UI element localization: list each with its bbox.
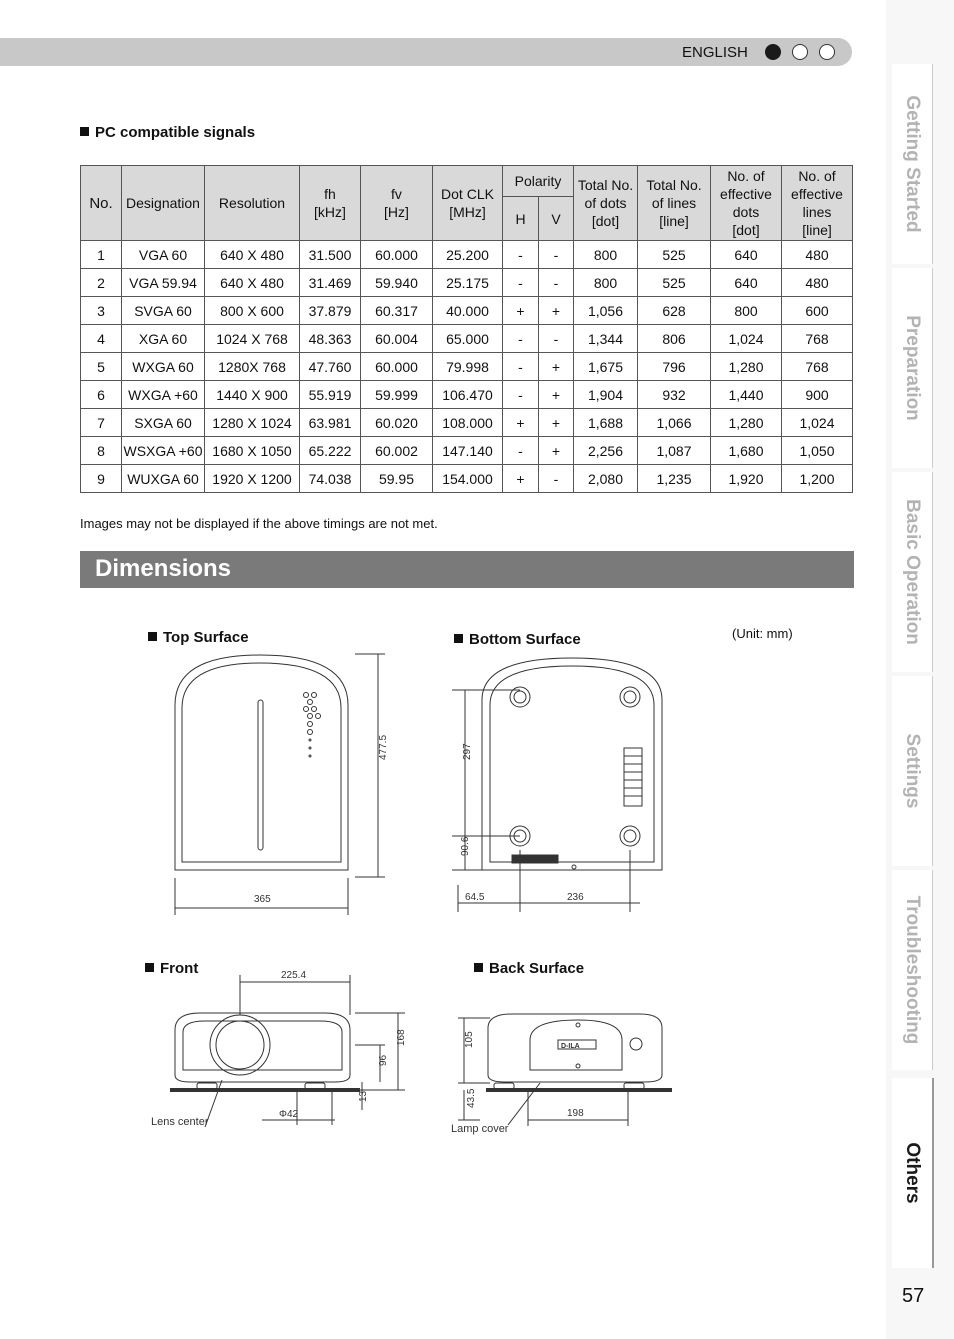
- table-cell: -: [539, 241, 574, 269]
- dila-logo: D-ILA: [561, 1043, 580, 1050]
- tab-getting-started[interactable]: Getting Started: [892, 64, 933, 264]
- table-cell: 3: [81, 297, 122, 325]
- table-cell: 480: [782, 241, 853, 269]
- dim-198: 198: [567, 1108, 584, 1119]
- table-cell: SVGA 60: [122, 297, 205, 325]
- table-cell: 1,344: [574, 325, 638, 353]
- table-cell: 640: [711, 241, 782, 269]
- table-cell: 6: [81, 381, 122, 409]
- table-cell: 31.469: [300, 269, 361, 297]
- table-cell: 106.470: [433, 381, 503, 409]
- bottom-surface-drawing: [452, 658, 662, 912]
- table-cell: 154.000: [433, 465, 503, 493]
- table-cell: -: [503, 269, 539, 297]
- table-cell: 47.760: [300, 353, 361, 381]
- table-cell: 1,024: [711, 325, 782, 353]
- table-cell: 1,050: [782, 437, 853, 465]
- table-cell: -: [503, 437, 539, 465]
- table-cell: +: [503, 297, 539, 325]
- table-cell: WXGA 60: [122, 353, 205, 381]
- table-cell: 768: [782, 325, 853, 353]
- tab-basic-operation[interactable]: Basic Operation: [892, 472, 933, 672]
- col-header-designation: Designation: [122, 166, 205, 241]
- table-cell: -: [539, 269, 574, 297]
- col-header-polarity: Polarity: [503, 166, 574, 197]
- dim-225-4: 225.4: [281, 970, 307, 981]
- dim-13: 13: [358, 1090, 369, 1102]
- tab-troubleshooting[interactable]: Troubleshooting: [892, 870, 933, 1070]
- table-cell: 60.020: [361, 409, 433, 437]
- col-header-total-lines: Total No. of lines [line]: [638, 166, 711, 241]
- table-cell: +: [539, 437, 574, 465]
- table-cell: 800 X 600: [205, 297, 300, 325]
- lens-center-label: Lens center: [151, 1116, 209, 1128]
- table-cell: 31.500: [300, 241, 361, 269]
- page-number: 57: [902, 1285, 925, 1307]
- top-surface-drawing: [175, 654, 385, 915]
- col-header-effective-lines: No. of effective lines [line]: [782, 166, 853, 241]
- table-cell: 25.200: [433, 241, 503, 269]
- dim-43-5: 43.5: [466, 1088, 477, 1108]
- table-cell: 1,200: [782, 465, 853, 493]
- timing-note: Images may not be displayed if the above timings are not met.: [80, 516, 438, 531]
- table-cell: 1,066: [638, 409, 711, 437]
- table-cell: 628: [638, 297, 711, 325]
- table-cell: 59.999: [361, 381, 433, 409]
- tab-others[interactable]: Others: [892, 1078, 934, 1268]
- table-cell: +: [503, 465, 539, 493]
- col-header-dotclk: Dot CLK [MHz]: [433, 166, 503, 241]
- front-heading: Front: [145, 960, 198, 977]
- unit-label: (Unit: mm): [732, 626, 793, 641]
- table-cell: 74.038: [300, 465, 361, 493]
- dim-90-6: 90.6: [460, 836, 471, 856]
- table-cell: -: [503, 381, 539, 409]
- table-cell: SXGA 60: [122, 409, 205, 437]
- table-cell: 4: [81, 325, 122, 353]
- dim-64-5: 64.5: [465, 892, 485, 903]
- dim-96: 96: [378, 1054, 389, 1066]
- table-cell: 55.919: [300, 381, 361, 409]
- table-cell: 525: [638, 269, 711, 297]
- front-drawing: [170, 975, 405, 1127]
- col-header-total-dots: Total No. of dots [dot]: [574, 166, 638, 241]
- table-cell: 1920 X 1200: [205, 465, 300, 493]
- col-header-v: V: [539, 197, 574, 241]
- table-cell: -: [539, 465, 574, 493]
- table-cell: -: [503, 353, 539, 381]
- table-cell: 59.940: [361, 269, 433, 297]
- table-cell: 60.004: [361, 325, 433, 353]
- table-cell: WSXGA +60: [122, 437, 205, 465]
- table-cell: 1680 X 1050: [205, 437, 300, 465]
- dim-168: 168: [396, 1029, 407, 1046]
- table-cell: WXGA +60: [122, 381, 205, 409]
- table-cell: 480: [782, 269, 853, 297]
- table-cell: 1,280: [711, 353, 782, 381]
- table-cell: 1: [81, 241, 122, 269]
- top-surface-heading: Top Surface: [148, 629, 249, 646]
- table-cell: +: [503, 409, 539, 437]
- dim-297: 297: [462, 743, 473, 760]
- dim-105: 105: [464, 1031, 475, 1048]
- dimensions-title: Dimensions: [95, 555, 232, 582]
- table-cell: 48.363: [300, 325, 361, 353]
- table-cell: 40.000: [433, 297, 503, 325]
- table-cell: 1,280: [711, 409, 782, 437]
- table-cell: 900: [782, 381, 853, 409]
- table-cell: 1,440: [711, 381, 782, 409]
- table-cell: 2,080: [574, 465, 638, 493]
- table-cell: 1,680: [711, 437, 782, 465]
- col-header-resolution: Resolution: [205, 166, 300, 241]
- table-cell: 65.000: [433, 325, 503, 353]
- table-cell: 1,688: [574, 409, 638, 437]
- dim-236: 236: [567, 892, 584, 903]
- table-cell: 1280X 768: [205, 353, 300, 381]
- table-cell: 1,904: [574, 381, 638, 409]
- table-cell: +: [539, 353, 574, 381]
- col-header-fh: fh [kHz]: [300, 166, 361, 241]
- tab-preparation[interactable]: Preparation: [892, 268, 933, 468]
- table-cell: 1,920: [711, 465, 782, 493]
- table-cell: 60.000: [361, 241, 433, 269]
- table-cell: 768: [782, 353, 853, 381]
- table-cell: -: [539, 325, 574, 353]
- table-cell: 65.222: [300, 437, 361, 465]
- lamp-cover-label: Lamp cover: [451, 1123, 509, 1135]
- language-label: ENGLISH: [682, 44, 748, 61]
- dim-477-5: 477.5: [378, 734, 389, 760]
- table-cell: 2: [81, 269, 122, 297]
- table-cell: 640 X 480: [205, 269, 300, 297]
- table-cell: 2,256: [574, 437, 638, 465]
- table-cell: 1,675: [574, 353, 638, 381]
- table-cell: 1,235: [638, 465, 711, 493]
- table-cell: +: [539, 297, 574, 325]
- table-cell: 600: [782, 297, 853, 325]
- table-cell: VGA 59.94: [122, 269, 205, 297]
- table-cell: 806: [638, 325, 711, 353]
- table-cell: VGA 60: [122, 241, 205, 269]
- table-cell: 60.002: [361, 437, 433, 465]
- tab-settings[interactable]: Settings: [892, 676, 933, 866]
- table-cell: 1280 X 1024: [205, 409, 300, 437]
- table-cell: 60.000: [361, 353, 433, 381]
- table-cell: 640: [711, 269, 782, 297]
- table-cell: 1,056: [574, 297, 638, 325]
- table-cell: 796: [638, 353, 711, 381]
- back-surface-heading: Back Surface: [474, 960, 584, 977]
- table-cell: XGA 60: [122, 325, 205, 353]
- dim-phi-42: Φ42: [279, 1109, 299, 1120]
- table-cell: 932: [638, 381, 711, 409]
- table-cell: 5: [81, 353, 122, 381]
- table-cell: 1,087: [638, 437, 711, 465]
- dim-365: 365: [254, 894, 271, 905]
- col-header-h: H: [503, 197, 539, 241]
- pc-signals-heading: PC compatible signals: [80, 124, 255, 141]
- col-header-no: No.: [81, 166, 122, 241]
- table-cell: 800: [574, 269, 638, 297]
- table-cell: 640 X 480: [205, 241, 300, 269]
- table-cell: 147.140: [433, 437, 503, 465]
- col-header-fv: fv [Hz]: [361, 166, 433, 241]
- table-cell: 108.000: [433, 409, 503, 437]
- bottom-surface-heading: Bottom Surface: [454, 631, 581, 648]
- table-cell: 1024 X 768: [205, 325, 300, 353]
- table-cell: -: [503, 241, 539, 269]
- table-cell: 60.317: [361, 297, 433, 325]
- table-cell: 25.175: [433, 269, 503, 297]
- table-cell: +: [539, 409, 574, 437]
- table-cell: 8: [81, 437, 122, 465]
- table-cell: 79.998: [433, 353, 503, 381]
- table-cell: 9: [81, 465, 122, 493]
- table-cell: 7: [81, 409, 122, 437]
- table-cell: +: [539, 381, 574, 409]
- table-cell: 525: [638, 241, 711, 269]
- table-cell: WUXGA 60: [122, 465, 205, 493]
- table-cell: 63.981: [300, 409, 361, 437]
- col-header-effective-dots: No. of effective dots [dot]: [711, 166, 782, 241]
- table-cell: 800: [574, 241, 638, 269]
- table-cell: 1,024: [782, 409, 853, 437]
- table-cell: 1440 X 900: [205, 381, 300, 409]
- table-cell: -: [503, 325, 539, 353]
- table-cell: 59.95: [361, 465, 433, 493]
- table-cell: 37.879: [300, 297, 361, 325]
- table-cell: 800: [711, 297, 782, 325]
- back-surface-drawing: [458, 1014, 672, 1126]
